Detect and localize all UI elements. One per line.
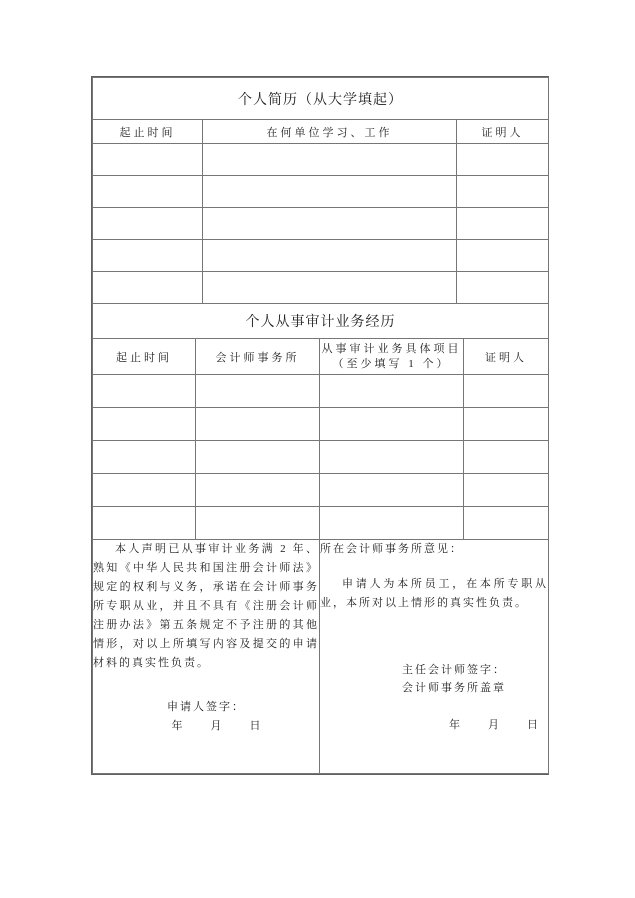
empty-fill-cell[interactable] (457, 144, 549, 176)
empty-fill-cell[interactable] (464, 474, 549, 507)
applicant-declaration-cell (93, 540, 320, 774)
audit-header-row (93, 339, 549, 375)
empty-fill-cell[interactable] (196, 408, 320, 441)
audit-empty-rows (93, 375, 549, 540)
empty-table-row (93, 144, 549, 176)
audit-col-header-firm: 会计师事务所 (196, 339, 320, 375)
audit-col-header-period: 起止时间 (93, 339, 196, 375)
empty-fill-cell[interactable] (93, 375, 196, 408)
empty-fill-cell[interactable] (93, 474, 196, 507)
empty-table-row (93, 441, 549, 474)
firm-opinion-heading: 所在会计师事务所意见： (320, 543, 463, 555)
empty-table-row (93, 176, 549, 208)
audit-col-header-projects-line2: （至少填写 1 个） (332, 357, 451, 370)
empty-fill-cell[interactable] (203, 272, 457, 304)
empty-table-row (93, 240, 549, 272)
firm-seal-label[interactable]: 会计师事务所盖章 (402, 682, 506, 694)
empty-table-row (93, 375, 549, 408)
resume-col-header-witness: 证明人 (457, 120, 549, 144)
resume-header-row (93, 120, 549, 144)
empty-fill-cell[interactable] (457, 240, 549, 272)
empty-fill-cell[interactable] (457, 208, 549, 240)
empty-fill-cell[interactable] (93, 408, 196, 441)
empty-fill-cell[interactable] (203, 208, 457, 240)
empty-fill-cell[interactable] (320, 441, 464, 474)
audit-col-header-projects-line1: 从事审计业务具体项目 (321, 342, 462, 355)
applicant-date-line[interactable]: 年 月 日 (171, 720, 263, 732)
empty-fill-cell[interactable] (320, 408, 464, 441)
resume-title-row (93, 78, 549, 120)
empty-fill-cell[interactable] (196, 441, 320, 474)
chief-accountant-signature-label[interactable]: 主任会计师签字： (402, 664, 506, 676)
empty-fill-cell[interactable] (464, 441, 549, 474)
resume-col-header-workplace: 在何单位学习、工作 (203, 120, 457, 144)
audit-col-header-projects (320, 339, 464, 375)
empty-fill-cell[interactable] (196, 474, 320, 507)
applicant-signature-label[interactable]: 申请人签字： (167, 701, 245, 713)
firm-date-line[interactable]: 年 月 日 (449, 719, 540, 731)
empty-table-row (93, 272, 549, 304)
empty-table-row (93, 408, 549, 441)
empty-fill-cell[interactable] (464, 408, 549, 441)
empty-table-row (93, 208, 549, 240)
empty-fill-cell[interactable] (203, 240, 457, 272)
resume-col-header-period: 起止时间 (93, 120, 203, 144)
empty-fill-cell[interactable] (196, 375, 320, 408)
empty-fill-cell[interactable] (93, 272, 203, 304)
declaration-text: 本人声明已从事审计业务满 2 年、熟知《中华人民共和国注册会计师法》规定的权利与义务，承诺在会计师事务所专职从业，并且不具有《注册会计师注册办法》第五条规定不予注册的其他情形，对以上所填写内容及提交的申请材料的真实性负责。 (93, 543, 319, 669)
resume-section-title: 个人简历（从大学填起） (93, 78, 549, 120)
registration-form (91, 76, 549, 775)
empty-fill-cell[interactable] (93, 176, 203, 208)
empty-fill-cell[interactable] (93, 208, 203, 240)
audit-col-header-witness: 证明人 (464, 339, 549, 375)
empty-fill-cell[interactable] (93, 441, 196, 474)
empty-table-row (93, 474, 549, 507)
empty-fill-cell[interactable] (93, 507, 196, 540)
empty-fill-cell[interactable] (320, 474, 464, 507)
empty-fill-cell[interactable] (93, 240, 203, 272)
empty-fill-cell[interactable] (457, 272, 549, 304)
signature-row (93, 540, 549, 774)
firm-signature-block (320, 661, 548, 697)
audit-section-title: 个人从事审计业务经历 (93, 304, 549, 339)
empty-fill-cell[interactable] (464, 507, 549, 540)
signature-section-table (92, 539, 549, 774)
audit-experience-table (92, 303, 549, 540)
empty-fill-cell[interactable] (203, 144, 457, 176)
firm-opinion-text: 申请人为本所员工，在本所专职从业，本所对以上情形的真实性负责。 (320, 578, 548, 609)
applicant-signature-block (93, 699, 319, 735)
resume-table (92, 77, 549, 304)
firm-opinion-cell (320, 540, 549, 774)
empty-fill-cell[interactable] (203, 176, 457, 208)
empty-fill-cell[interactable] (457, 176, 549, 208)
empty-fill-cell[interactable] (93, 144, 203, 176)
empty-table-row (93, 507, 549, 540)
empty-fill-cell[interactable] (320, 375, 464, 408)
audit-title-row (93, 304, 549, 339)
empty-fill-cell[interactable] (320, 507, 464, 540)
empty-fill-cell[interactable] (464, 375, 549, 408)
resume-empty-rows (93, 144, 549, 304)
empty-fill-cell[interactable] (196, 507, 320, 540)
